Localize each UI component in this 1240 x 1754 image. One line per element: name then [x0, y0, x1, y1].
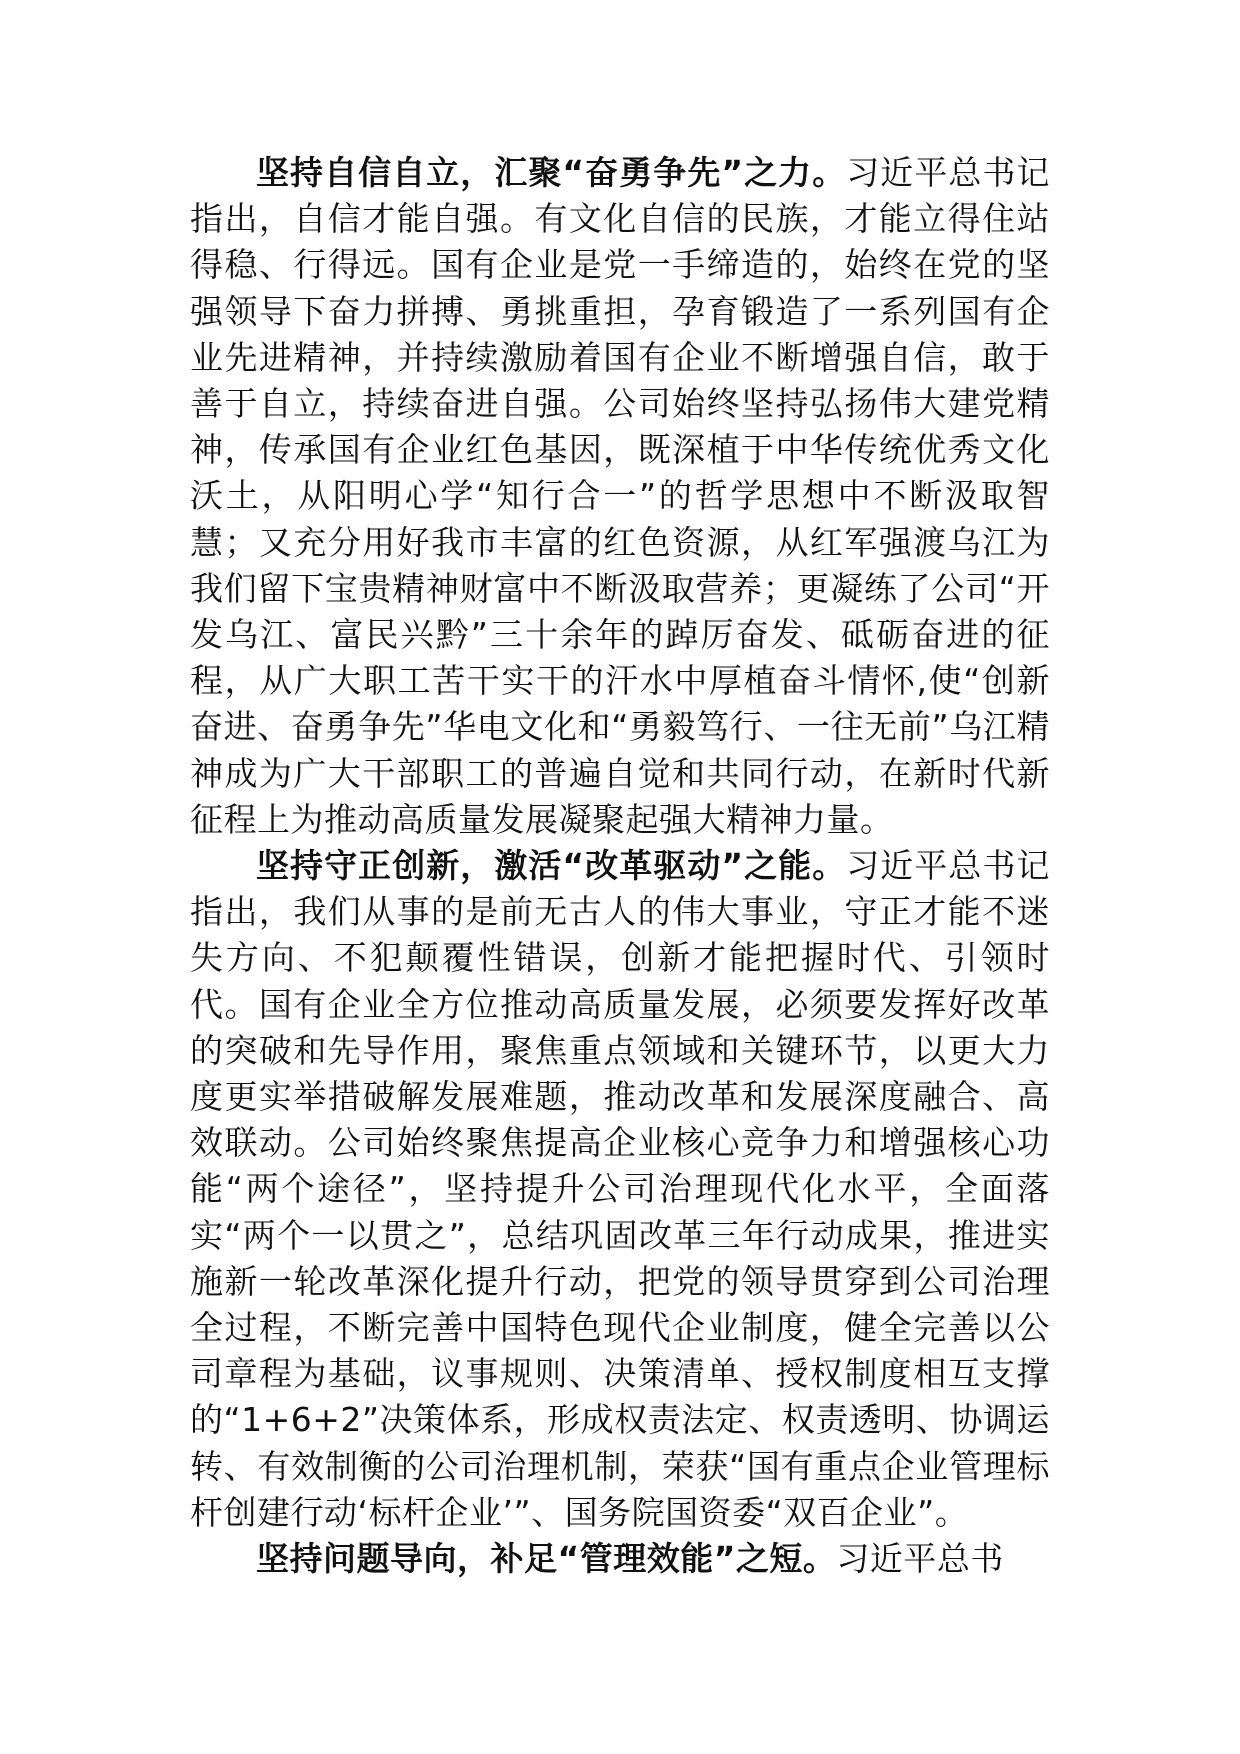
- paragraph-body: 习近平总书记指出，我们从事的是前无古人的伟大事业，守正才能不迷失方向、不犯颠覆性错误，创新才能把握时代、引领时代。国有企业全方位推动高质量发展，必须要发挥好改革的突破和先导作用，聚焦重点领域和关键环节，以更大力度更实举措破解发展难题，推动改革和发展深度融合、高效联动。公司始终聚焦提高企业核心竞争力和增强核心功能“两个途径”，坚持提升公司治理现代化水平，全面落实“两个一以贯之”，总结巩固改革三年行动成果，推进实施新一轮改革深化提升行动，把党的领导贯穿到公司治理全过程，不断完善中国特色现代企业制度，健全完善以公司章程为基础，议事规则、决策清单、授权制度相互支撑的“1+6+2”决策体系，形成权责法定、权责透明、协调运转、有效制衡的公司治理机制，荣获“国有重点企业管理标杆创建行动‘标杆企业’”、国务院国资委“双百企业”。: [190, 846, 1050, 1532]
- paragraph-body: 习近平总书: [836, 1539, 1004, 1579]
- document-page: [190, 150, 1050, 1582]
- paragraph-confidence: [190, 150, 1050, 843]
- paragraph-heading: 坚持守正创新，激活“改革驱动”之能。: [256, 846, 847, 886]
- paragraph-heading: 坚持自信自立，汇聚“奋勇争先”之力。: [256, 153, 847, 192]
- paragraph-body: 习近平总书记指出，自信才能自强。有文化自信的民族，才能立得住站得稳、行得远。国有企业是党一手缔造的，始终在党的坚强领导下奋力拼搏、勇挑重担，孕育锻造了一系列国有企业先进精神，并持续激励着国有企业不断增强自信，敢于善于自立，持续奋进自强。公司始终坚持弘扬伟大建党精神，传承国有企业红色基因，既深植于中华传统优秀文化沃土，从阳明心学“知行合一”的哲学思想中不断汲取智慧；又充分用好我市丰富的红色资源，从红军强渡乌江为我们留下宝贵精神财富中不断汲取营养；更凝练了公司“开发乌江、富民兴黔”三十余年的踔厉奋发、砥砺奋进的征程，从广大职工苦干实干的汗水中厚植奋斗情怀,使“创新奋进、奋勇争先”华电文化和“勇毅笃行、一往无前”乌江精神成为广大干部职工的普遍自觉和共同行动，在新时代新征程上为推动高质量发展凝聚起强大精神力量。: [190, 153, 1050, 839]
- paragraph-heading: 坚持问题导向，补足“管理效能”之短。: [256, 1539, 837, 1579]
- paragraph-problem-oriented: [190, 1536, 1050, 1582]
- paragraph-innovation: [190, 843, 1050, 1536]
